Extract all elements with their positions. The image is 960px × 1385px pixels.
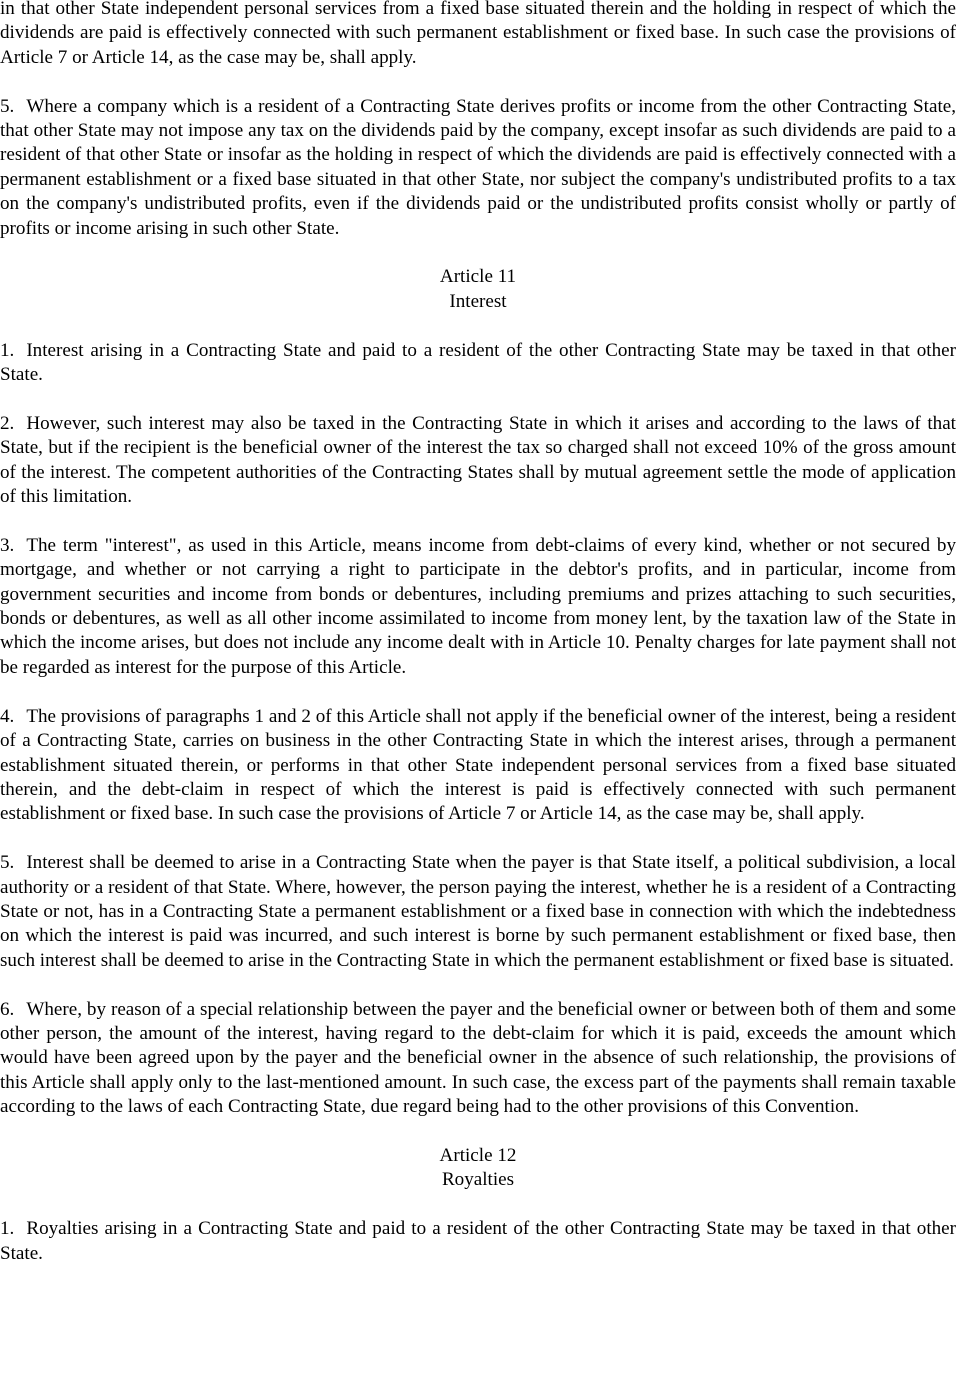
paragraph-text: Where, by reason of a special relationship between the payer and the beneficial owner or between both of them and some other person, the amount of the interest, having regard to the debt-claim for which it is paid, exceeds the amount which would have been agreed upon by the payer and the beneficial owner in the absence of such relationship, the provisions of this Article shall apply only to the last-mentioned amount. In such case, the excess part of the payments shall remain taxable according to the laws of each Contracting State, due regard being had to the other provisions of this Convention.	[0, 998, 956, 1118]
article12-heading	[0, 1144, 956, 1193]
paragraph-text: in that other State independent personal services from a fixed base situated therein and the holding in respect of which the dividends are paid is effectively connected with such permanent establishment or fixed base. In such case the provisions of Article 7 or Article 14, as the case may be, shall apply.	[0, 0, 956, 68]
article11-paragraph-6	[0, 998, 956, 1120]
article-title: Article 12	[439, 1144, 517, 1166]
paragraph-text: Where a company which is a resident of a Contracting State derives profits or income from the other Contracting State, that other State may not impose any tax on the dividends paid by the company, except insofar as such dividends are paid to a resident of that other State or insofar as the holding in respect of which the dividends are paid is effectively connected with a permanent establishment or a fixed base situated in that other State, nor subject the company's undistributed profits to a tax on the company's undistributed profits, even if the dividends paid or the undistributed profits consist wholly or partly of profits or income arising in such other State.	[0, 95, 956, 239]
article11-paragraph-5	[0, 851, 956, 973]
paragraph-number: 2.	[0, 412, 15, 434]
paragraph-number: 1.	[0, 1218, 15, 1240]
paragraph-number: 4.	[0, 705, 15, 727]
paragraph-number: 1.	[0, 339, 15, 361]
paragraph-number: 3.	[0, 534, 15, 556]
article12-paragraph-1	[0, 1217, 956, 1266]
paragraph-number: 5.	[0, 852, 15, 874]
article11-heading	[0, 265, 956, 314]
paragraph-continued	[0, 0, 956, 70]
paragraph-text: Interest arising in a Contracting State and paid to a resident of the other Contracting State may be taxed in that other State.	[0, 339, 956, 386]
article-title: Article 11	[439, 266, 517, 288]
article10-paragraph-5	[0, 95, 956, 241]
paragraph-number: 6.	[0, 998, 15, 1020]
paragraph-text: Interest shall be deemed to arise in a Contracting State when the payer is that State itself, a political subdivision, a local authority or a resident of that State. Where, however, the person paying the interest, whether he is a resident of a Contracting State or not, has in a Contracting State a permanent establishment or a fixed base in connection with which the indebtedness on which the interest is paid was incurred, and such interest is borne by such permanent establishment or fixed base, then such interest shall be deemed to arise in the Contracting State in which the permanent establishment or fixed base is situated.	[0, 852, 956, 971]
article11-paragraph-4	[0, 705, 956, 827]
article11-paragraph-2	[0, 412, 956, 510]
article-subtitle: Interest	[449, 290, 507, 312]
paragraph-text: The term "interest", as used in this Article, means income from debt-claims of every kind, whether or not secured by mortgage, and whether or not carrying a right to participate in the debtor's profits, and in particular, income from government securities and income from bonds or debentures, including premiums and prizes attaching to such securities, bonds or debentures, as well as all other income assimilated to income from money lent, by the taxation law of the State in which the income arises, but does not include any income dealt with in Article 10. Penalty charges for late payment shall not be regarded as interest for the purpose of this Article.	[0, 534, 956, 678]
paragraph-text: The provisions of paragraphs 1 and 2 of this Article shall not apply if the beneficial owner of the interest, being a resident of a Contracting State, carries on business in the other Contracting State in which the interest arises, through a permanent establishment situated therein, or performs in that other State independent personal services from a fixed base situated therein, and the debt-claim in respect of which the interest is paid is effectively connected with such permanent establishment or fixed base. In such case the provisions of Article 7 or Article 14, as the case may be, shall apply.	[0, 705, 956, 825]
paragraph-text: However, such interest may also be taxed in the Contracting State in which it arises and according to the laws of that State, but if the recipient is the beneficial owner of the interest the tax so charged shall not exceed 10% of the gross amount of the interest. The competent authorities of the Contracting States shall by mutual agreement settle the mode of application of this limitation.	[0, 412, 956, 508]
paragraph-text: Royalties arising in a Contracting State and paid to a resident of the other Contracting State may be taxed in that other State.	[0, 1218, 956, 1264]
article-subtitle: Royalties	[441, 1169, 515, 1191]
article11-paragraph-3	[0, 534, 956, 680]
paragraph-number: 5.	[0, 95, 15, 117]
article11-paragraph-1	[0, 339, 956, 388]
